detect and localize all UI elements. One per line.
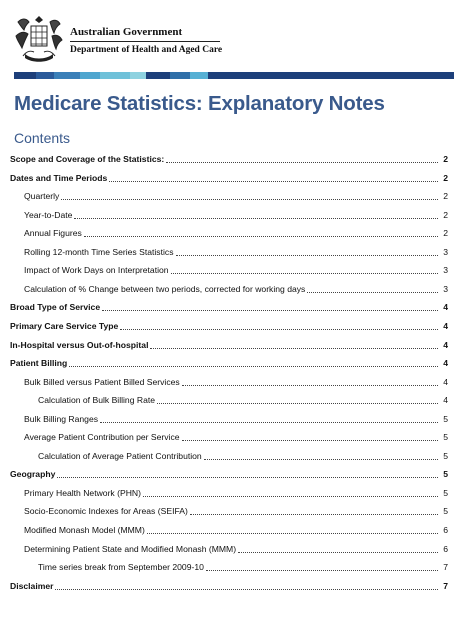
toc-page-number: 4 — [443, 320, 448, 331]
toc-entry[interactable] — [10, 244, 448, 258]
toc-entry-title: Geography — [10, 469, 56, 480]
toc-leader-dots — [74, 217, 438, 219]
coat-of-arms-icon — [12, 14, 66, 64]
toc-page-number: 2 — [443, 154, 448, 164]
toc-entry-title: Socio-Economic Indexes for Areas (SEIFA) — [24, 506, 188, 517]
stripe-segment — [146, 72, 170, 79]
toc-leader-dots — [120, 328, 438, 330]
toc-page-number: 5 — [443, 432, 448, 443]
toc-entry-title: Broad Type of Service — [10, 302, 101, 313]
toc-page-number: 7 — [443, 562, 448, 573]
contents-heading: Contents — [14, 130, 71, 146]
toc-page-number: 3 — [443, 246, 448, 257]
toc-entry-title: Bulk Billed versus Patient Billed Services — [24, 376, 180, 387]
toc-leader-dots — [57, 476, 438, 478]
toc-entry[interactable] — [10, 559, 448, 573]
toc-entry[interactable] — [10, 188, 448, 202]
header-rule — [70, 41, 220, 42]
toc-page-number: 2 — [443, 172, 448, 183]
toc-leader-dots — [182, 384, 438, 386]
toc-leader-dots — [147, 532, 438, 534]
toc-page-number: 3 — [443, 283, 448, 294]
toc-entry[interactable] — [10, 281, 448, 295]
toc-entry[interactable] — [10, 374, 448, 388]
toc-entry-title: Patient Billing — [10, 358, 68, 369]
document-title: Medicare Statistics: Explanatory Notes — [14, 92, 385, 115]
stripe-segment — [80, 72, 100, 79]
toc-page-number: 3 — [443, 265, 448, 276]
toc-entry-title: Calculation of Bulk Billing Rate — [38, 395, 156, 406]
toc-page-number: 6 — [443, 543, 448, 554]
toc-entry[interactable] — [10, 225, 448, 239]
toc-entry[interactable] — [10, 448, 448, 462]
stripe-segment — [190, 72, 208, 79]
toc-entry[interactable] — [10, 151, 448, 165]
stripe-segment — [14, 72, 36, 79]
toc-entry[interactable] — [10, 207, 448, 221]
toc-entry-title: Disclaimer — [10, 580, 54, 591]
toc-entry[interactable] — [10, 466, 448, 480]
toc-leader-dots — [55, 588, 438, 590]
toc-entry-title: Calculation of % Change between two periods, corrected for working days — [24, 283, 306, 294]
toc-entry-title: Scope and Coverage of the Statistics: — [10, 154, 165, 164]
toc-leader-dots — [109, 180, 438, 182]
toc-entry-title: Determining Patient State and Modified Monash (MMM) — [24, 543, 237, 554]
toc-leader-dots — [69, 365, 438, 367]
toc-page-number: 4 — [443, 302, 448, 313]
toc-leader-dots — [190, 513, 438, 515]
toc-entry-title: Dates and Time Periods — [10, 172, 108, 183]
toc-page-number: 5 — [443, 450, 448, 461]
toc-leader-dots — [157, 402, 438, 404]
toc-page-number: 4 — [443, 339, 448, 350]
decorative-stripe — [14, 72, 454, 79]
stripe-segment — [130, 72, 146, 79]
stripe-segment — [170, 72, 190, 79]
toc-page-number: 7 — [443, 580, 448, 591]
toc-leader-dots — [150, 347, 438, 349]
toc-page-number: 4 — [443, 358, 448, 369]
toc-leader-dots — [238, 551, 438, 553]
toc-entry-title: Impact of Work Days on Interpretation — [24, 265, 169, 276]
toc-entry-title: Average Patient Contribution per Service — [24, 432, 180, 443]
toc-leader-dots — [100, 421, 438, 423]
toc-entry-title: Quarterly — [24, 191, 60, 202]
stripe-segment — [54, 72, 80, 79]
stripe-segment — [100, 72, 130, 79]
toc-entry[interactable] — [10, 392, 448, 406]
toc-entry-title: Rolling 12-month Time Series Statistics — [24, 246, 174, 257]
government-header — [12, 14, 452, 64]
stripe-segment — [208, 72, 454, 79]
toc-entry[interactable] — [10, 337, 448, 351]
toc-entry[interactable] — [10, 318, 448, 332]
toc-leader-dots — [171, 272, 438, 274]
toc-entry-title: Year-to-Date — [24, 209, 73, 220]
toc-entry[interactable] — [10, 578, 448, 592]
toc-leader-dots — [176, 254, 439, 256]
toc-leader-dots — [143, 495, 438, 497]
toc-entry[interactable] — [10, 503, 448, 517]
toc-entry[interactable] — [10, 429, 448, 443]
toc-entry-title: Annual Figures — [24, 228, 82, 239]
toc-page-number: 4 — [443, 395, 448, 406]
toc-entry[interactable] — [10, 355, 448, 369]
toc-entry-title: Modified Monash Model (MMM) — [24, 525, 145, 535]
government-name: Australian Government — [70, 26, 183, 38]
toc-entry[interactable] — [10, 299, 448, 313]
toc-entry[interactable] — [10, 170, 448, 184]
toc-page-number: 5 — [443, 487, 448, 498]
toc-page-number: 5 — [443, 413, 448, 424]
toc-leader-dots — [307, 291, 438, 293]
department-name: Department of Health and Aged Care — [70, 45, 223, 55]
toc-page-number: 2 — [443, 228, 448, 239]
toc-entry-title: Primary Health Network (PHN) — [24, 487, 141, 498]
government-wordmark — [70, 26, 222, 56]
toc-entry-title: Time series break from September 2009-10 — [38, 562, 204, 573]
toc-leader-dots — [84, 235, 438, 237]
toc-leader-dots — [61, 198, 438, 200]
toc-page-number: 2 — [443, 191, 448, 202]
toc-leader-dots — [206, 569, 438, 571]
toc-entry[interactable] — [10, 541, 448, 555]
toc-page-number: 4 — [443, 376, 448, 387]
toc-page-number: 2 — [443, 209, 448, 220]
toc-entry[interactable] — [10, 411, 448, 425]
toc-entry[interactable] — [10, 262, 448, 276]
toc-entry-title: Calculation of Average Patient Contribution — [38, 450, 202, 461]
stripe-segment — [36, 72, 54, 79]
toc-entry[interactable] — [10, 522, 448, 536]
toc-leader-dots — [204, 458, 438, 460]
toc-leader-dots — [102, 309, 438, 311]
toc-page-number: 5 — [443, 469, 448, 480]
toc-entry-title: In-Hospital versus Out-of-hospital — [10, 339, 149, 350]
toc-page-number: 6 — [443, 525, 448, 535]
toc-leader-dots — [182, 439, 438, 441]
toc-entry-title: Bulk Billing Ranges — [24, 413, 99, 424]
toc-entry-title: Primary Care Service Type — [10, 320, 119, 331]
toc-page-number: 5 — [443, 506, 448, 517]
toc-leader-dots — [166, 161, 438, 163]
toc-entry[interactable] — [10, 485, 448, 499]
